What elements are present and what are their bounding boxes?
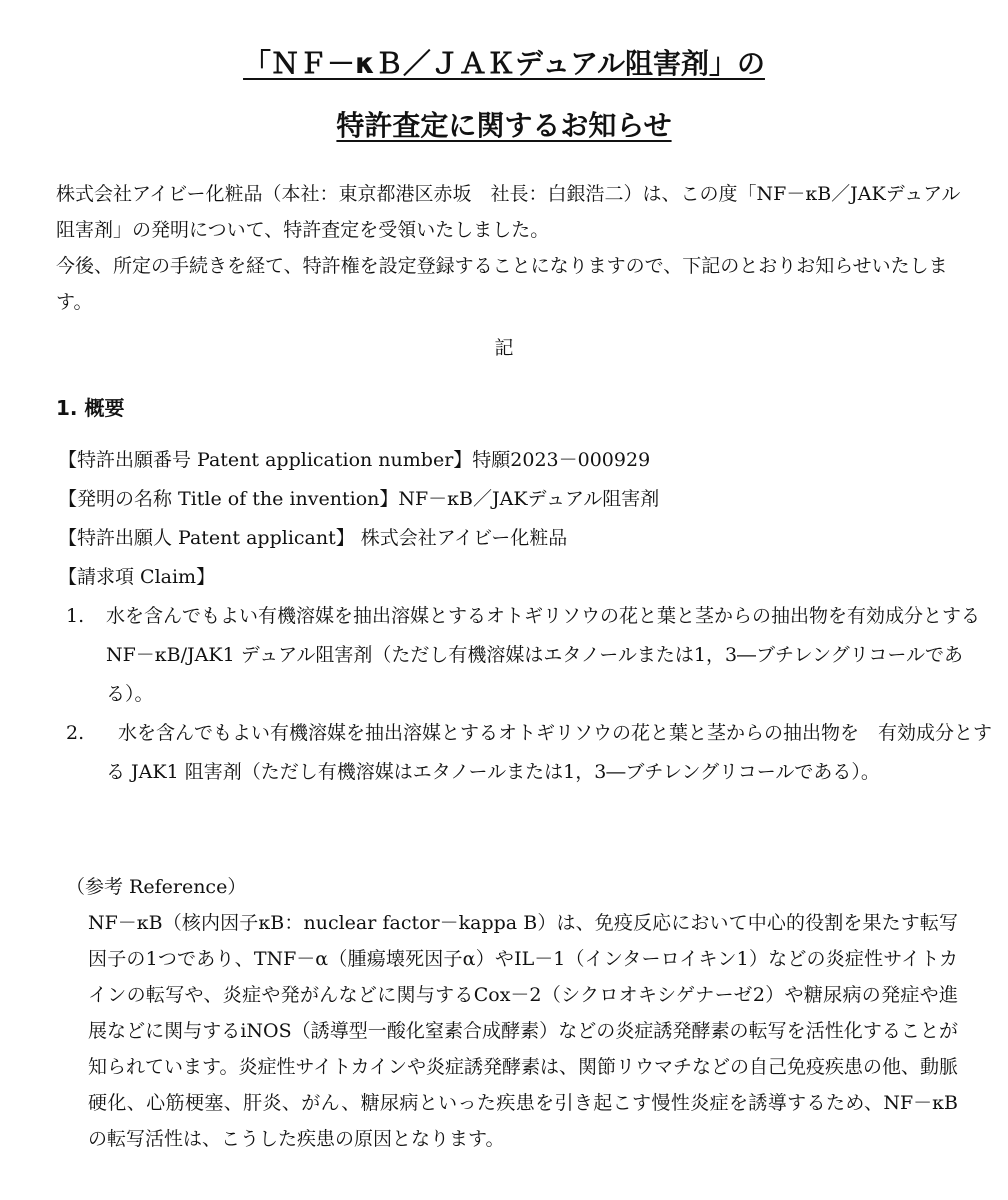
title-line-2-text: 特許査定に関するお知らせ <box>336 109 672 142</box>
intro-section <box>56 176 966 320</box>
document-title-line-1 <box>0 46 1008 82</box>
application-number: 【特許出願番号 Patent application number】特願2023－000929 <box>58 449 651 471</box>
intro-paragraph-2: 今後、所定の手続きを経て、特許権を設定登録することになりますので、下記のとおりお知らせいたします。 <box>56 255 948 313</box>
document-title-line-2 <box>0 108 1008 144</box>
reference-section <box>66 869 966 1157</box>
patent-applicant: 【特許出願人 Patent applicant】 株式会社アイビー化粧品 <box>58 527 568 549</box>
claim-number: 1. <box>66 605 85 627</box>
title-line-1-text: 「ＮＦ－κＢ／ＪＡＫデュアル阻害剤」の <box>243 47 765 80</box>
ki-mark: 記 <box>494 337 514 359</box>
claim-item <box>58 597 998 714</box>
overview-list <box>58 441 988 597</box>
claim-heading: 【請求項 Claim】 <box>58 566 216 588</box>
claims-list <box>58 597 998 792</box>
reference-title: （参考 Reference） <box>66 876 247 898</box>
claim-number: 2. <box>66 722 85 744</box>
claim-text: 水を含んでもよい有機溶媒を抽出溶媒とするオトギリソウの花と葉と茎からの抽出物を 有効成分とする JAK1 阻害剤（ただし有機溶媒はエタノールまたは1，3―ブチレングリコールである）。 <box>106 722 993 783</box>
claim-text: 水を含んでもよい有機溶媒を抽出溶媒とするオトギリソウの花と葉と茎からの抽出物を有効成分とするNF－κB/JAK1 デュアル阻害剤（ただし有機溶媒はエタノールまたは1，3―ブチレングリコールである）。 <box>106 605 981 705</box>
intro-paragraph-1: 株式会社アイビー化粧品（本社：東京都港区赤坂 社長：白銀浩二）は、この度「NF－κB／JAKデュアル阻害剤」の発明について、特許査定を受領いたしました。 <box>56 183 961 241</box>
claim-item <box>58 714 998 792</box>
invention-title: 【発明の名称 Title of the invention】NF－κB／JAKデュアル阻害剤 <box>58 488 660 510</box>
section-heading-overview: 1. 概要 <box>56 396 125 420</box>
reference-body: NF－κB（核内因子κB：nuclear factor－kappa B）は、免疫反応において中心的役割を果たす転写因子の1つであり、TNF－α（腫瘍壊死因子α）やIL－1（インターロイキン1）などの炎症性サイトカインの転写や、炎症や発がんなどに関与するCox－2（シクロオキシゲナーゼ2）や糖尿病の発症や進展などに関与するiNOS（誘導型一酸化窒素合成酵素）などの炎症誘発酵素の転写を活性化することが知られています。炎症性サイトカインや炎症誘発酵素は、関節リウマチなどの自己免疫疾患の他、動脈硬化、心筋梗塞、肝炎、がん、糖尿病といった疾患を引き起こす慢性炎症を誘導するため、NF－κBの転写活性は、こうした疾患の原因となります。 <box>88 912 959 1150</box>
